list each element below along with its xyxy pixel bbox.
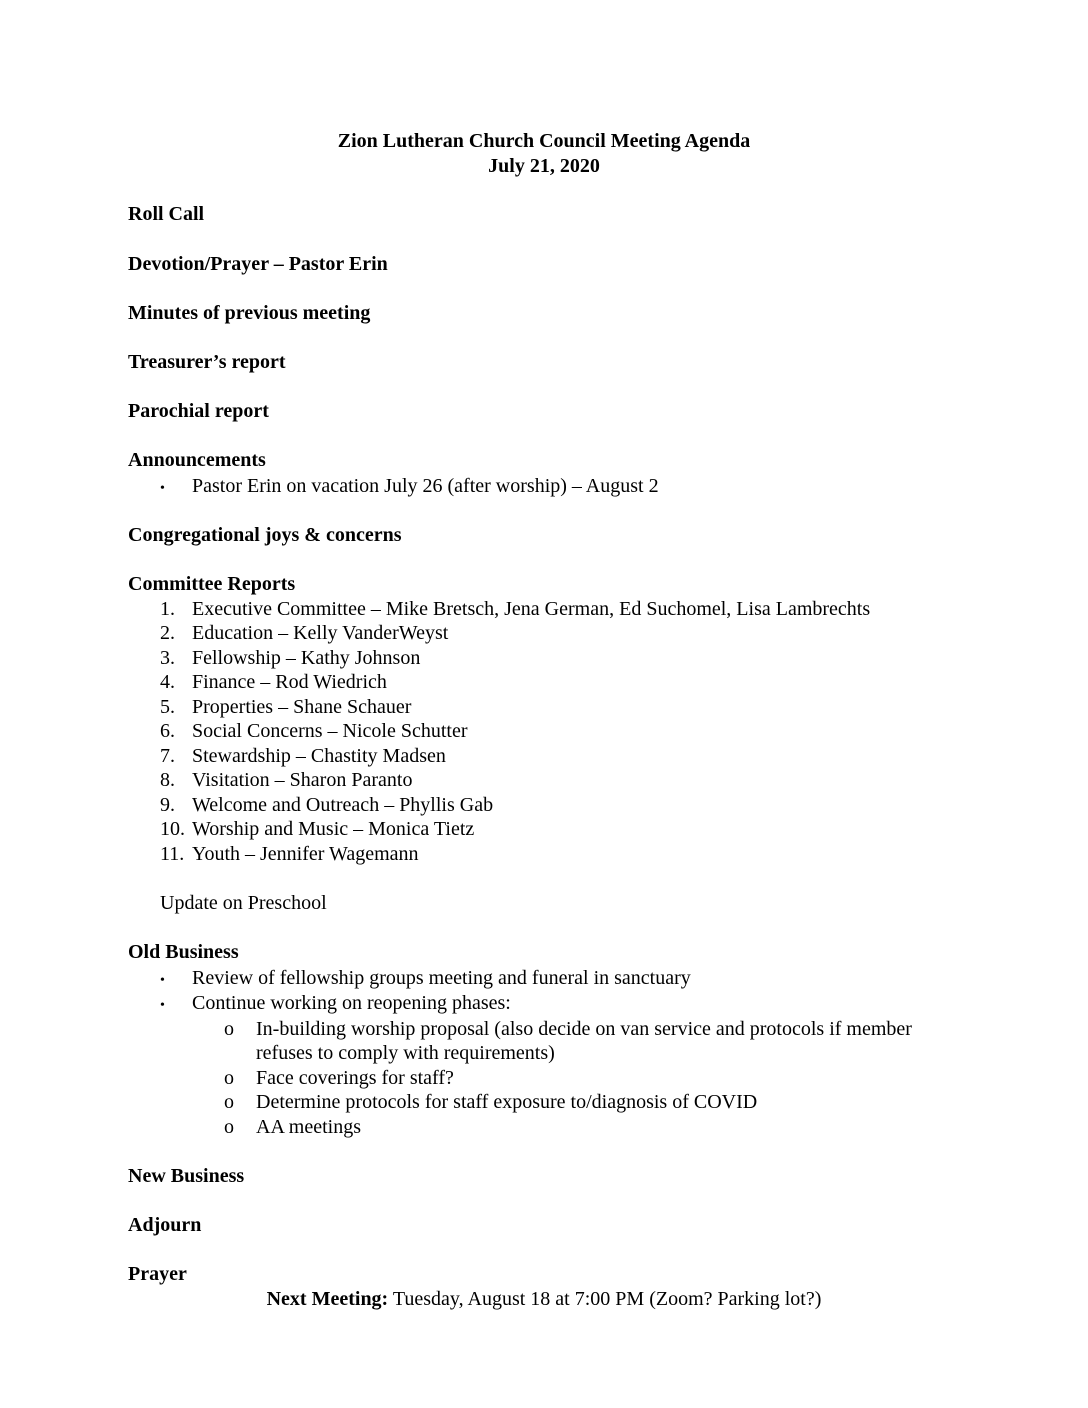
heading-announcements: Announcements bbox=[128, 449, 266, 471]
bullet-icon: • bbox=[160, 481, 165, 496]
sub-item: In-building worship proposal (also decide on van service and protocols if member bbox=[256, 1018, 912, 1040]
heading-parochial: Parochial report bbox=[128, 400, 269, 422]
heading-devotion: Devotion/Prayer – Pastor Erin bbox=[128, 253, 388, 275]
circle-bullet-icon: o bbox=[224, 1091, 234, 1113]
circle-bullet-icon: o bbox=[224, 1018, 234, 1040]
bullet-icon: • bbox=[160, 973, 165, 988]
heading-treasurer: Treasurer’s report bbox=[128, 351, 286, 373]
bullet-icon: • bbox=[160, 998, 165, 1013]
next-meeting bbox=[0, 1287, 1088, 1311]
heading-new-business: New Business bbox=[128, 1165, 245, 1187]
heading-joys-concerns: Congregational joys & concerns bbox=[128, 524, 402, 546]
next-meeting-label: Next Meeting: bbox=[266, 1288, 389, 1310]
next-meeting-text: Tuesday, August 18 at 7:00 PM (Zoom? Parking lot?) bbox=[388, 1288, 822, 1310]
sub-item-continuation: refuses to comply with requirements) bbox=[256, 1042, 555, 1064]
sub-item: Determine protocols for staff exposure to/diagnosis of COVID bbox=[256, 1091, 758, 1113]
heading-committee-reports: Committee Reports bbox=[128, 573, 296, 595]
circle-bullet-icon: o bbox=[224, 1067, 234, 1089]
agenda-page: Zion Lutheran Church Council Meeting Agenda July 21, 2020 Roll Call Devotion/Prayer – Pastor Erin Minutes of previous meeting Treasurer’s report Parochial report Announcements • Pastor Erin on vacation July 26 (after worship) – August 2 Congregational joys & concerns Committee Reports 1. Executive Committee – Mike Bretsch, Jena German, Ed Suchomel, Lisa Lambrechts 2. Education – Kelly VanderWeyst 3. Fellowship – Kathy Johnson 4. Finance – Rod Wiedrich 5. Properties – Shane Schauer 6. Social Concerns – Nicole Schutter 7. Stewardship – Chastity Madsen 8. Visitation – Sharon Paranto 9. Welcome and Outreach – Phyllis Gab 10. Worship and Music – Monica Tietz 11. Youth – Jennifer Wagemann Update on Preschool Old Business • Review of fellowship groups meeting and funeral in sanctuary • Continue working on reopening phases: o In-building worship proposal (also decide on van service and protocols if member refuses to comply with requirements) o Face coverings for staff? o Determine protocols for staff exposure to/diagnosis of COVID o AA meetings New Business Adjourn Prayer Next Meeting: Tuesday, August 18 at 7:00 PM (Zoom? Parking lot?) bbox=[0, 0, 1088, 1408]
old-business-item: Review of fellowship groups meeting and funeral in sanctuary bbox=[192, 967, 691, 989]
document-date: July 21, 2020 bbox=[488, 155, 600, 177]
circle-bullet-icon: o bbox=[224, 1116, 234, 1138]
announcement-item: Pastor Erin on vacation July 26 (after worship) – August 2 bbox=[192, 475, 659, 497]
document-title: Zion Lutheran Church Council Meeting Agenda bbox=[337, 130, 751, 152]
heading-old-business: Old Business bbox=[128, 941, 239, 963]
preschool-note: Update on Preschool bbox=[160, 892, 327, 914]
heading-adjourn: Adjourn bbox=[128, 1214, 202, 1236]
old-business-item: Continue working on reopening phases: bbox=[192, 992, 511, 1014]
sub-item: AA meetings bbox=[256, 1116, 361, 1138]
heading-minutes: Minutes of previous meeting bbox=[128, 302, 371, 324]
sub-item: Face coverings for staff? bbox=[256, 1067, 454, 1089]
heading-roll-call: Roll Call bbox=[128, 203, 205, 225]
heading-prayer: Prayer bbox=[128, 1263, 187, 1285]
